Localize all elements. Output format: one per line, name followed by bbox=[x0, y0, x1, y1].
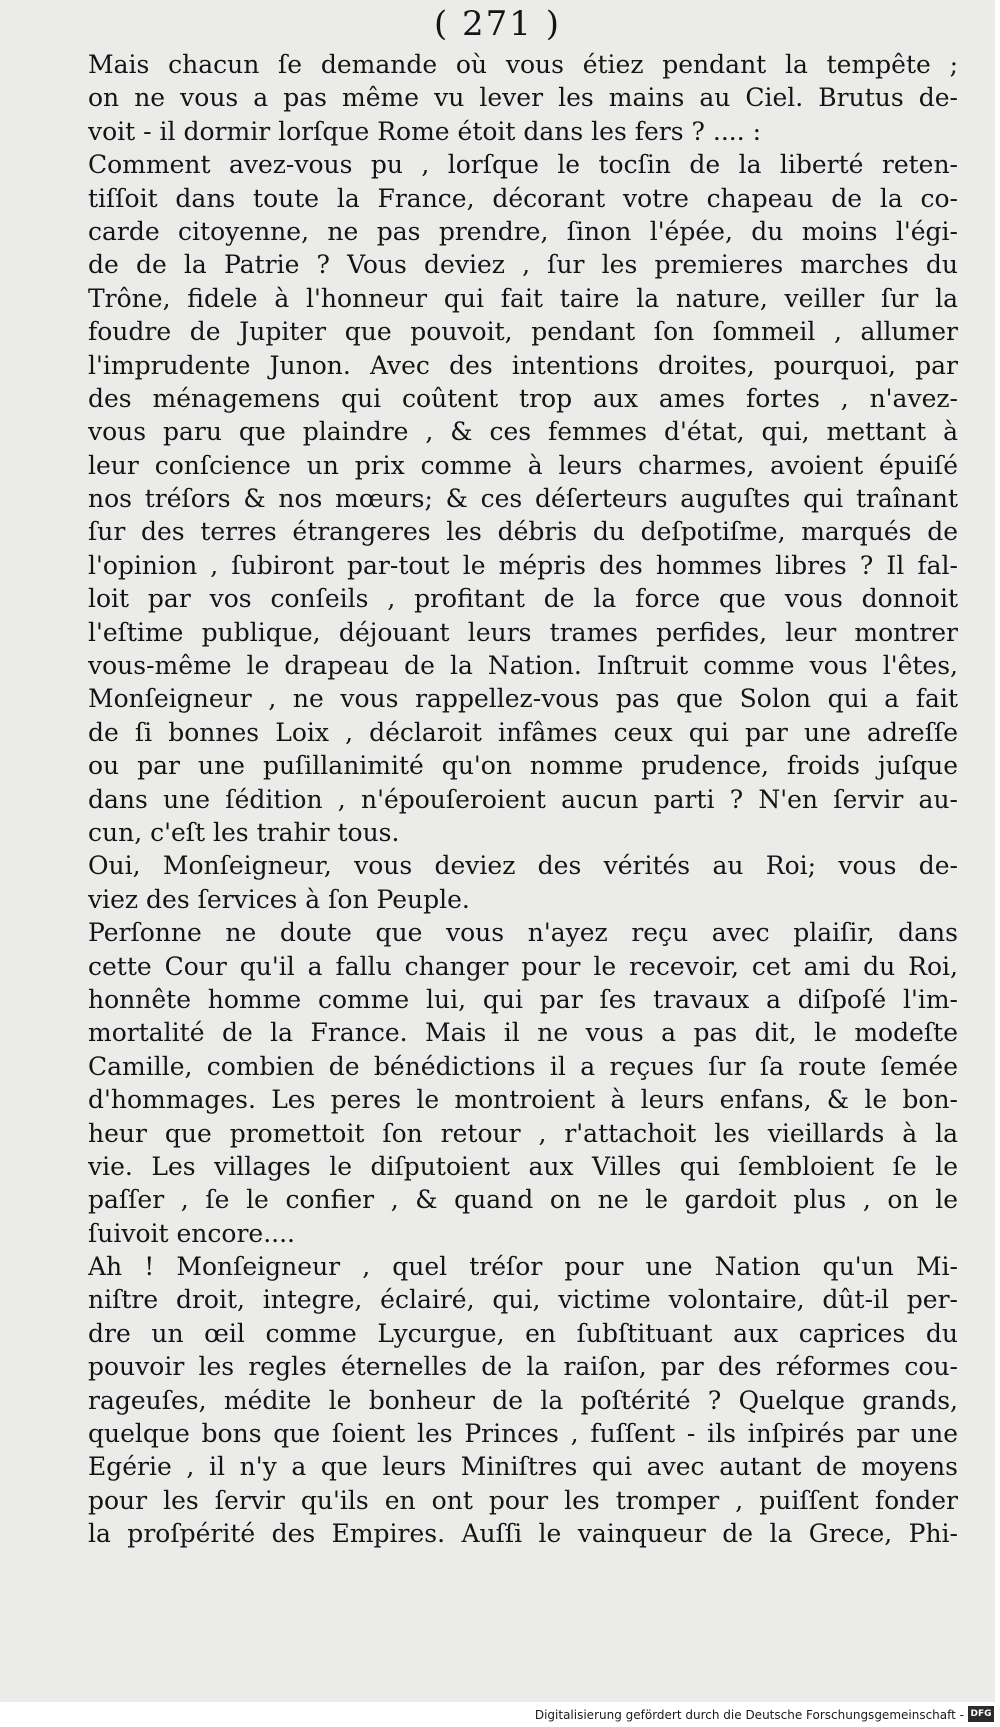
text-line: Ah ! Monſeigneur , quel tréſor pour une Nation qu'un Mi- bbox=[88, 1252, 958, 1282]
text-line: voit - il dormir lorſque Rome étoit dans les fers ? .... : bbox=[88, 116, 762, 146]
text-line: paſſer , ſe le confier , & quand on ne le gardoit plus , on le bbox=[88, 1185, 958, 1215]
text-line: on ne vous a pas même vu lever les mains au Ciel. Brutus de- bbox=[88, 83, 958, 113]
text-line: dans une ſédition , n'épouſeroient aucun parti ? N'en ſervir au- bbox=[88, 784, 958, 814]
body-text bbox=[88, 48, 958, 1551]
text-line: nos tréſors & nos mœurs; & ces déſerteurs auguſtes qui traînant bbox=[88, 484, 958, 514]
text-line: leur conſcience un prix comme à leurs charmes, avoient épuiſé bbox=[88, 450, 958, 480]
text-line: l'opinion , ſubiront par-tout le mépris des hommes libres ? Il fal- bbox=[88, 550, 958, 580]
page-number: ( 271 ) bbox=[433, 4, 562, 44]
text-line: Oui, Monſeigneur, vous deviez des vérités au Roi; vous de- bbox=[88, 851, 958, 881]
text-line: rageuſes, médite le bonheur de la poſtérité ? Quelque grands, bbox=[88, 1385, 958, 1415]
text-line: dre un œil comme Lycurgue, en ſubſtituant aux caprices du bbox=[88, 1318, 958, 1348]
text-line: pouvoir les regles éternelles de la raiſon, par des réformes cou- bbox=[88, 1352, 958, 1382]
text-line: vie. Les villages le diſputoient aux Villes qui ſembloient ſe le bbox=[88, 1151, 958, 1181]
text-line: foudre de Jupiter que pouvoit, pendant ſon ſommeil , allumer bbox=[88, 317, 958, 347]
text-line: l'eſtime publique, déjouant leurs trames perfides, leur montrer bbox=[88, 617, 958, 647]
text-line: de de la Patrie ? Vous deviez , ſur les premieres marches du bbox=[88, 250, 958, 280]
digitization-credit: Digitalisierung gefördert durch die Deutsche Forschungsgemeinschaft - bbox=[534, 1708, 964, 1722]
text-line: vous paru que plaindre , & ces femmes d'état, qui, mettant à bbox=[88, 417, 958, 447]
text-line: Camille, combien de bénédictions il a reçues ſur ſa route ſemée bbox=[88, 1051, 958, 1081]
text-line: ou par une puſillanimité qu'on nomme prudence, froids juſque bbox=[88, 751, 958, 781]
footer-bar bbox=[0, 1702, 1000, 1727]
text-line: tiſſoit dans toute la France, décorant votre chapeau de la co- bbox=[88, 183, 958, 213]
text-line: d'hommages. Les peres le montroient à leurs enfans, & le bon- bbox=[88, 1085, 958, 1115]
text-line: ſur des terres étrangeres les débris du deſpotiſme, marqués de bbox=[88, 517, 958, 547]
text-line: ſuivoit encore.... bbox=[88, 1218, 295, 1248]
text-line: des ménagemens qui coûtent trop aux ames fortes , n'avez- bbox=[88, 383, 958, 413]
text-line: niſtre droit, integre, éclairé, qui, victime volontaire, dût-il per- bbox=[88, 1285, 958, 1315]
text-line: pour les ſervir qu'ils en ont pour les tromper , puiſſent fonder bbox=[88, 1485, 958, 1515]
text-line: Mais chacun ſe demande où vous étiez pendant la tempête ; bbox=[88, 50, 958, 79]
text-line: l'imprudente Junon. Avec des intentions droites, pourquoi, par bbox=[88, 350, 958, 380]
text-line: Perſonne ne doute que vous n'ayez reçu avec plaiſir, dans bbox=[88, 918, 958, 948]
text-line: quelque bons que ſoient les Princes , fuſſent - ils inſpirés par une bbox=[88, 1419, 958, 1449]
text-line: honnête homme comme lui, qui par ſes travaux a diſpoſé l'im- bbox=[88, 984, 958, 1014]
text-line: Comment avez-vous pu , lorſque le tocſin de la liberté reten- bbox=[88, 150, 958, 180]
text-line: viez des ſervices à ſon Peuple. bbox=[88, 884, 470, 914]
text-line: Trône, fidele à l'honneur qui fait taire la nature, veiller ſur la bbox=[88, 283, 958, 313]
text-line: de ſi bonnes Loix , déclaroit infâmes ceux qui par une adreſſe bbox=[88, 717, 958, 747]
dfg-logo: DFG bbox=[968, 1706, 994, 1722]
text-line: carde citoyenne, ne pas prendre, ſinon l'épée, du moins l'égi- bbox=[88, 216, 958, 246]
text-line: mortalité de la France. Mais il ne vous a pas dit, le modeſte bbox=[88, 1018, 958, 1048]
text-line: vous-même le drapeau de la Nation. Inſtruit comme vous l'êtes, bbox=[88, 651, 958, 681]
text-line: heur que promettoit ſon retour , r'attachoit les vieillards à la bbox=[88, 1118, 958, 1148]
text-line: la proſpérité des Empires. Auſſi le vainqueur de la Grece, Phi- bbox=[88, 1519, 958, 1549]
text-line: cun, c'eſt les trahir tous. bbox=[88, 817, 400, 847]
text-line: cette Cour qu'il a fallu changer pour le recevoir, cet ami du Roi, bbox=[88, 951, 958, 981]
text-line: loit par vos conſeils , profitant de la force que vous donnoit bbox=[88, 584, 958, 614]
text-line: Egérie , il n'y a que leurs Miniſtres qui avec autant de moyens bbox=[88, 1452, 958, 1482]
text-line: Monſeigneur , ne vous rappellez-vous pas que Solon qui a fait bbox=[88, 684, 958, 714]
